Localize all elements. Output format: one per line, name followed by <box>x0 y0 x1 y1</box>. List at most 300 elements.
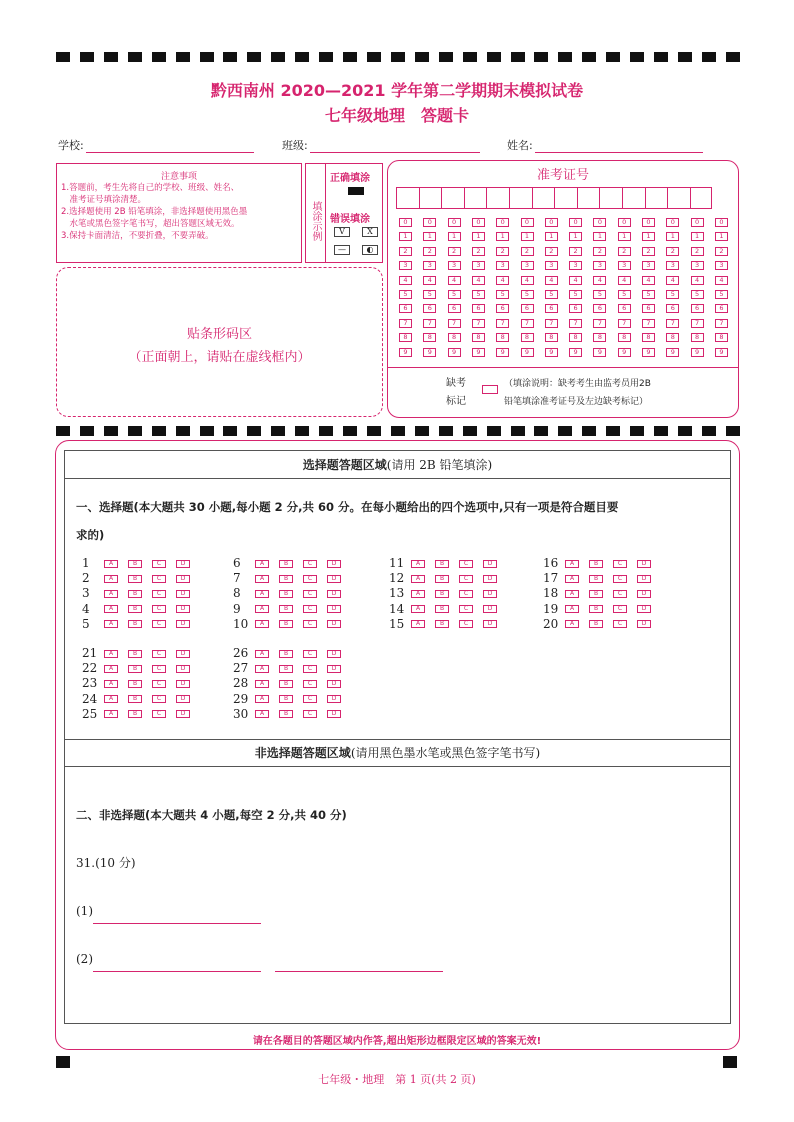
exam-id-bubble[interactable]: 3 <box>521 261 534 270</box>
question-number: 19 <box>543 601 559 616</box>
exam-id-bubble[interactable]: 9 <box>666 348 679 357</box>
option-bubble[interactable]: B <box>128 680 142 688</box>
option-bubble[interactable]: A <box>104 575 118 583</box>
exam-id-bubble[interactable]: 4 <box>642 276 655 285</box>
option-bubble[interactable]: B <box>435 560 449 568</box>
answer-blank-3[interactable] <box>275 960 443 972</box>
exam-id-bubble[interactable]: 2 <box>399 247 412 256</box>
exam-id-bubble[interactable]: 1 <box>593 232 606 241</box>
exam-id-bubble[interactable]: 1 <box>618 232 631 241</box>
option-bubble[interactable]: B <box>279 710 293 718</box>
exam-id-bubble[interactable]: 3 <box>399 261 412 270</box>
exam-id-bubble[interactable]: 3 <box>618 261 631 270</box>
option-bubble[interactable]: C <box>459 575 473 583</box>
exam-id-bubble[interactable]: 6 <box>448 304 461 313</box>
option-bubble[interactable]: D <box>637 590 651 598</box>
exam-id-bubble[interactable]: 7 <box>593 319 606 328</box>
option-bubble[interactable]: D <box>327 665 341 673</box>
exam-id-bubble[interactable]: 8 <box>642 333 655 342</box>
option-bubble[interactable]: B <box>589 590 603 598</box>
exam-id-bubble[interactable]: 9 <box>715 348 728 357</box>
exam-id-bubble[interactable]: 8 <box>666 333 679 342</box>
exam-id-digit-cell[interactable] <box>396 187 419 209</box>
exam-id-bubble[interactable]: 6 <box>666 304 679 313</box>
option-bubble[interactable]: D <box>176 680 190 688</box>
option-bubble[interactable]: C <box>613 575 627 583</box>
exam-id-bubble[interactable]: 8 <box>618 333 631 342</box>
exam-id-bubble[interactable]: 7 <box>715 319 728 328</box>
option-bubble[interactable]: B <box>279 650 293 658</box>
option-bubble[interactable]: C <box>152 650 166 658</box>
exam-id-bubble[interactable]: 4 <box>715 276 728 285</box>
exam-id-bubble[interactable]: 5 <box>666 290 679 299</box>
name-field[interactable] <box>507 137 703 153</box>
nonchoice-desc: 二、非选择题(本大题共 4 小题,每空 2 分,共 40 分) <box>76 808 347 822</box>
exam-id-bubble[interactable]: 6 <box>545 304 558 313</box>
exam-id-bubble[interactable]: 2 <box>448 247 461 256</box>
exam-id-bubble[interactable]: 1 <box>448 232 461 241</box>
exam-id-bubble[interactable]: 1 <box>642 232 655 241</box>
option-bubble[interactable]: B <box>435 590 449 598</box>
option-bubble[interactable]: C <box>303 620 317 628</box>
exam-id-bubble[interactable]: 6 <box>496 304 509 313</box>
exam-id-bubble[interactable]: 3 <box>569 261 582 270</box>
choice-question-row <box>543 556 661 571</box>
option-bubble[interactable]: C <box>459 590 473 598</box>
exam-id-bubble[interactable]: 0 <box>448 218 461 227</box>
exam-id-bubble[interactable]: 1 <box>423 232 436 241</box>
exam-id-bubble[interactable]: 4 <box>666 276 679 285</box>
option-bubble[interactable]: B <box>279 680 293 688</box>
question-number: 28 <box>233 676 249 691</box>
exam-id-bubble[interactable]: 6 <box>691 304 704 313</box>
option-bubble[interactable]: D <box>176 575 190 583</box>
exam-id-bubble[interactable]: 7 <box>399 319 412 328</box>
exam-id-bubble[interactable]: 9 <box>545 348 558 357</box>
option-bubble[interactable]: A <box>255 575 269 583</box>
option-bubble[interactable]: A <box>255 590 269 598</box>
option-bubble[interactable]: B <box>279 695 293 703</box>
option-bubble[interactable]: C <box>613 605 627 613</box>
option-bubble[interactable]: A <box>411 560 425 568</box>
option-bubble[interactable]: C <box>303 650 317 658</box>
absent-bubble[interactable] <box>482 385 498 394</box>
class-field[interactable] <box>282 137 480 153</box>
exam-id-digit-cell[interactable] <box>509 187 532 209</box>
option-bubble[interactable]: A <box>104 590 118 598</box>
question-number: 22 <box>82 661 98 676</box>
exam-id-bubble[interactable]: 0 <box>521 218 534 227</box>
exam-id-bubble[interactable]: 9 <box>569 348 582 357</box>
exam-id-bubble[interactable]: 3 <box>593 261 606 270</box>
option-bubble[interactable]: B <box>128 575 142 583</box>
exam-id-bubble[interactable]: 5 <box>618 290 631 299</box>
exam-id-bubble[interactable]: 1 <box>399 232 412 241</box>
exam-id-bubble[interactable]: 4 <box>448 276 461 285</box>
exam-id-digit-cell[interactable] <box>577 187 600 209</box>
exam-id-bubble-column <box>618 218 631 362</box>
exam-id-write-grid[interactable] <box>396 187 712 209</box>
option-bubble[interactable]: D <box>637 575 651 583</box>
option-bubble[interactable]: C <box>152 665 166 673</box>
exam-id-bubble[interactable]: 7 <box>521 319 534 328</box>
option-bubble[interactable]: B <box>279 665 293 673</box>
option-bubble[interactable]: A <box>411 620 425 628</box>
exam-id-bubble[interactable]: 0 <box>593 218 606 227</box>
exam-id-digit-cell[interactable] <box>532 187 555 209</box>
option-bubble[interactable]: D <box>176 695 190 703</box>
exam-id-digit-cell[interactable] <box>690 187 713 209</box>
exam-id-bubble[interactable]: 2 <box>593 247 606 256</box>
option-bubble[interactable]: B <box>128 590 142 598</box>
exam-id-bubble[interactable]: 3 <box>545 261 558 270</box>
school-field[interactable] <box>58 137 254 153</box>
option-bubble[interactable]: D <box>483 575 497 583</box>
option-bubble[interactable]: C <box>152 575 166 583</box>
exam-id-bubble[interactable]: 0 <box>715 218 728 227</box>
exam-id-bubble[interactable]: 6 <box>642 304 655 313</box>
exam-id-bubble[interactable]: 1 <box>545 232 558 241</box>
option-bubble[interactable]: D <box>327 710 341 718</box>
exam-id-bubble[interactable]: 7 <box>618 319 631 328</box>
exam-id-bubble[interactable]: 0 <box>666 218 679 227</box>
option-bubble[interactable]: C <box>459 620 473 628</box>
exam-id-bubble[interactable]: 8 <box>399 333 412 342</box>
exam-id-bubble[interactable]: 0 <box>545 218 558 227</box>
exam-id-bubble[interactable]: 5 <box>448 290 461 299</box>
option-bubble[interactable]: A <box>255 695 269 703</box>
option-bubble[interactable]: D <box>176 665 190 673</box>
option-bubble[interactable]: A <box>565 605 579 613</box>
exam-id-bubble[interactable]: 1 <box>496 232 509 241</box>
exam-id-bubble[interactable]: 3 <box>642 261 655 270</box>
exam-id-bubble[interactable]: 5 <box>521 290 534 299</box>
option-bubble[interactable]: A <box>411 575 425 583</box>
option-bubble[interactable]: A <box>104 650 118 658</box>
exam-id-bubble[interactable]: 0 <box>472 218 485 227</box>
exam-id-bubble[interactable]: 6 <box>618 304 631 313</box>
option-bubble[interactable]: A <box>255 620 269 628</box>
exam-id-digit-cell[interactable] <box>441 187 464 209</box>
option-bubble[interactable]: B <box>589 620 603 628</box>
choice-question-row <box>233 586 351 601</box>
exam-id-bubble[interactable]: 9 <box>448 348 461 357</box>
option-bubble[interactable]: B <box>128 560 142 568</box>
option-bubble[interactable]: A <box>255 680 269 688</box>
exam-id-bubble[interactable]: 3 <box>496 261 509 270</box>
exam-id-bubble[interactable]: 3 <box>423 261 436 270</box>
option-bubble[interactable]: B <box>279 575 293 583</box>
exam-id-bubble[interactable]: 2 <box>642 247 655 256</box>
exam-id-bubble[interactable]: 9 <box>496 348 509 357</box>
option-bubble[interactable]: C <box>303 710 317 718</box>
option-bubble[interactable]: A <box>255 560 269 568</box>
exam-id-bubble[interactable]: 6 <box>472 304 485 313</box>
choice-question-row <box>389 586 507 601</box>
option-bubble[interactable]: D <box>483 590 497 598</box>
question-number: 1 <box>82 556 90 570</box>
exam-id-bubble[interactable]: 4 <box>593 276 606 285</box>
exam-id-digit-cell[interactable] <box>599 187 622 209</box>
exam-id-bubble[interactable]: 1 <box>691 232 704 241</box>
exam-id-bubble[interactable]: 0 <box>618 218 631 227</box>
exam-id-bubble[interactable]: 2 <box>618 247 631 256</box>
option-bubble[interactable]: D <box>483 560 497 568</box>
option-bubble[interactable]: B <box>128 650 142 658</box>
exam-id-bubble[interactable]: 1 <box>569 232 582 241</box>
exam-id-bubble[interactable]: 7 <box>472 319 485 328</box>
exam-id-bubble[interactable]: 5 <box>715 290 728 299</box>
option-bubble[interactable]: A <box>565 620 579 628</box>
exam-id-bubble[interactable]: 3 <box>666 261 679 270</box>
option-bubble[interactable]: B <box>128 620 142 628</box>
option-bubble[interactable]: A <box>565 560 579 568</box>
option-bubble[interactable]: B <box>589 575 603 583</box>
option-bubble[interactable]: C <box>303 680 317 688</box>
option-bubble[interactable]: A <box>255 665 269 673</box>
option-bubble[interactable]: A <box>104 665 118 673</box>
exam-id-bubble[interactable]: 8 <box>545 333 558 342</box>
option-bubble[interactable]: C <box>152 710 166 718</box>
exam-id-bubble[interactable]: 7 <box>691 319 704 328</box>
exam-id-bubble[interactable]: 3 <box>472 261 485 270</box>
option-bubble[interactable]: B <box>128 605 142 613</box>
exam-id-bubble[interactable]: 6 <box>423 304 436 313</box>
option-bubble[interactable]: A <box>255 710 269 718</box>
exam-id-bubble[interactable]: 8 <box>496 333 509 342</box>
exam-id-bubble[interactable]: 4 <box>423 276 436 285</box>
exam-id-bubble[interactable]: 1 <box>521 232 534 241</box>
choice-header-note: (请用 2B 铅笔填涂) <box>386 458 493 472</box>
option-bubble[interactable]: C <box>152 605 166 613</box>
exam-id-bubble[interactable]: 3 <box>715 261 728 270</box>
option-bubble[interactable]: D <box>327 695 341 703</box>
option-bubble[interactable]: D <box>327 605 341 613</box>
exam-id-digit-cell[interactable] <box>419 187 442 209</box>
option-bubble[interactable]: A <box>565 575 579 583</box>
exam-id-bubble[interactable]: 4 <box>691 276 704 285</box>
option-bubble[interactable]: D <box>327 680 341 688</box>
option-bubble[interactable]: C <box>459 560 473 568</box>
exam-id-bubble[interactable]: 1 <box>715 232 728 241</box>
exam-id-bubble[interactable]: 7 <box>545 319 558 328</box>
exam-id-bubble[interactable]: 1 <box>472 232 485 241</box>
exam-id-bubble[interactable]: 4 <box>569 276 582 285</box>
option-bubble[interactable]: B <box>435 605 449 613</box>
option-bubble[interactable]: B <box>435 620 449 628</box>
choice-question-row <box>543 571 661 586</box>
exam-id-bubble[interactable]: 5 <box>472 290 485 299</box>
answer-blank-2[interactable] <box>93 960 261 972</box>
exam-id-bubble[interactable]: 2 <box>521 247 534 256</box>
exam-id-bubble[interactable]: 4 <box>618 276 631 285</box>
exam-id-bubble[interactable]: 5 <box>642 290 655 299</box>
option-bubble[interactable]: A <box>104 680 118 688</box>
option-bubble[interactable]: A <box>411 605 425 613</box>
option-bubble[interactable]: D <box>327 560 341 568</box>
option-bubble[interactable]: B <box>589 605 603 613</box>
exam-id-bubble[interactable]: 5 <box>593 290 606 299</box>
exam-id-bubble[interactable]: 7 <box>642 319 655 328</box>
option-bubble[interactable]: C <box>303 575 317 583</box>
exam-id-bubble[interactable]: 0 <box>423 218 436 227</box>
option-bubble[interactable]: D <box>327 590 341 598</box>
exam-id-bubble[interactable]: 1 <box>666 232 679 241</box>
option-bubble[interactable]: C <box>303 605 317 613</box>
exam-id-bubble[interactable]: 8 <box>423 333 436 342</box>
exam-id-bubble[interactable]: 4 <box>545 276 558 285</box>
question-number: 9 <box>233 601 241 616</box>
option-bubble[interactable]: A <box>565 590 579 598</box>
exam-id-bubble[interactable]: 6 <box>399 304 412 313</box>
option-bubble[interactable]: C <box>613 620 627 628</box>
exam-id-bubble[interactable]: 7 <box>666 319 679 328</box>
question-31-label: 31.(10 分) <box>76 856 136 870</box>
exam-id-digit-cell[interactable] <box>667 187 690 209</box>
exam-id-bubble[interactable]: 7 <box>496 319 509 328</box>
option-bubble[interactable]: A <box>255 650 269 658</box>
option-bubble[interactable]: B <box>128 710 142 718</box>
exam-id-bubble[interactable]: 2 <box>666 247 679 256</box>
exam-id-bubble[interactable]: 6 <box>715 304 728 313</box>
exam-id-digit-cell[interactable] <box>464 187 487 209</box>
option-bubble[interactable]: A <box>104 560 118 568</box>
exam-id-bubble[interactable]: 3 <box>448 261 461 270</box>
option-bubble[interactable]: B <box>279 620 293 628</box>
exam-id-bubble[interactable]: 5 <box>691 290 704 299</box>
exam-id-bubble[interactable]: 5 <box>496 290 509 299</box>
choice-question-row <box>82 661 200 676</box>
exam-id-bubble[interactable]: 8 <box>521 333 534 342</box>
exam-id-digit-cell[interactable] <box>622 187 645 209</box>
exam-id-bubble[interactable]: 3 <box>691 261 704 270</box>
option-bubble[interactable]: D <box>327 650 341 658</box>
exam-id-bubble[interactable]: 9 <box>423 348 436 357</box>
exam-id-digit-cell[interactable] <box>554 187 577 209</box>
option-bubble[interactable]: C <box>152 680 166 688</box>
exam-id-bubble[interactable]: 5 <box>545 290 558 299</box>
exam-id-bubble[interactable]: 2 <box>569 247 582 256</box>
option-bubble[interactable]: A <box>104 620 118 628</box>
exam-id-bubble[interactable]: 2 <box>545 247 558 256</box>
exam-id-bubble[interactable]: 4 <box>496 276 509 285</box>
option-bubble[interactable]: D <box>637 560 651 568</box>
option-bubble[interactable]: B <box>279 560 293 568</box>
option-bubble[interactable]: A <box>104 605 118 613</box>
exam-id-bubble[interactable]: 9 <box>399 348 412 357</box>
exam-id-bubble[interactable]: 4 <box>472 276 485 285</box>
option-bubble[interactable]: C <box>303 560 317 568</box>
exam-id-bubble[interactable]: 4 <box>521 276 534 285</box>
exam-id-bubble[interactable]: 8 <box>691 333 704 342</box>
option-bubble[interactable]: D <box>637 620 651 628</box>
exam-id-bubble[interactable]: 0 <box>496 218 509 227</box>
option-bubble[interactable]: A <box>104 710 118 718</box>
option-bubble[interactable]: C <box>152 620 166 628</box>
option-bubble[interactable]: B <box>279 590 293 598</box>
exam-id-bubble[interactable]: 2 <box>423 247 436 256</box>
exam-id-bubble[interactable]: 8 <box>569 333 582 342</box>
exam-id-bubble[interactable]: 6 <box>569 304 582 313</box>
exam-id-bubble[interactable]: 2 <box>472 247 485 256</box>
exam-id-bubble[interactable]: 5 <box>423 290 436 299</box>
option-bubble[interactable]: D <box>176 650 190 658</box>
exam-id-bubble[interactable]: 5 <box>399 290 412 299</box>
question-number: 3 <box>82 586 90 601</box>
exam-id-digit-cell[interactable] <box>645 187 668 209</box>
option-bubble[interactable]: B <box>128 695 142 703</box>
exam-id-bubble[interactable]: 7 <box>448 319 461 328</box>
choice-question-row <box>543 602 661 617</box>
option-bubble[interactable]: D <box>176 620 190 628</box>
option-bubble[interactable]: B <box>435 575 449 583</box>
option-bubble[interactable]: B <box>589 560 603 568</box>
exam-id-bubble[interactable]: 6 <box>593 304 606 313</box>
option-bubble[interactable]: D <box>637 605 651 613</box>
question-number: 7 <box>233 571 241 586</box>
exam-id-bubble[interactable]: 9 <box>618 348 631 357</box>
option-bubble[interactable]: B <box>279 605 293 613</box>
exam-id-digit-cell[interactable] <box>486 187 509 209</box>
option-bubble[interactable]: A <box>255 605 269 613</box>
option-bubble[interactable]: D <box>176 590 190 598</box>
exam-id-bubble[interactable]: 9 <box>521 348 534 357</box>
exam-id-bubble[interactable]: 4 <box>399 276 412 285</box>
option-bubble[interactable]: C <box>152 695 166 703</box>
option-bubble[interactable]: D <box>483 620 497 628</box>
option-bubble[interactable]: A <box>104 695 118 703</box>
option-bubble[interactable]: D <box>176 605 190 613</box>
option-bubble[interactable]: D <box>483 605 497 613</box>
option-bubble[interactable]: D <box>327 575 341 583</box>
option-bubble[interactable]: A <box>411 590 425 598</box>
exam-id-bubble[interactable]: 8 <box>593 333 606 342</box>
exam-id-bubble[interactable]: 0 <box>691 218 704 227</box>
exam-id-bubble[interactable]: 0 <box>399 218 412 227</box>
exam-id-bubble[interactable]: 0 <box>642 218 655 227</box>
exam-subtitle: 七年级地理 答题卡 <box>324 106 469 125</box>
option-bubble[interactable]: D <box>327 620 341 628</box>
exam-id-bubble[interactable]: 9 <box>472 348 485 357</box>
option-bubble[interactable]: D <box>176 560 190 568</box>
option-bubble[interactable]: C <box>303 695 317 703</box>
option-bubble[interactable]: C <box>303 665 317 673</box>
exam-id-bubble[interactable]: 7 <box>423 319 436 328</box>
option-bubble[interactable]: C <box>152 590 166 598</box>
exam-id-bubble[interactable]: 8 <box>472 333 485 342</box>
option-bubble[interactable]: C <box>303 590 317 598</box>
option-bubble[interactable]: B <box>128 665 142 673</box>
exam-id-bubble[interactable]: 8 <box>715 333 728 342</box>
option-bubble[interactable]: C <box>459 605 473 613</box>
option-bubble[interactable]: C <box>613 590 627 598</box>
exam-id-bubble[interactable]: 2 <box>715 247 728 256</box>
answer-blank-1[interactable] <box>93 912 261 924</box>
exam-id-bubble[interactable]: 9 <box>593 348 606 357</box>
exam-id-bubble[interactable]: 6 <box>521 304 534 313</box>
option-bubble[interactable]: C <box>613 560 627 568</box>
option-bubble[interactable]: C <box>152 560 166 568</box>
exam-id-bubble[interactable]: 5 <box>569 290 582 299</box>
exam-id-bubble[interactable]: 9 <box>642 348 655 357</box>
exam-id-bubble[interactable]: 8 <box>448 333 461 342</box>
exam-id-bubble[interactable]: 0 <box>569 218 582 227</box>
option-bubble[interactable]: D <box>176 710 190 718</box>
exam-id-bubble[interactable]: 7 <box>569 319 582 328</box>
exam-id-bubble[interactable]: 9 <box>691 348 704 357</box>
exam-id-bubble[interactable]: 2 <box>691 247 704 256</box>
exam-id-bubble[interactable]: 2 <box>496 247 509 256</box>
